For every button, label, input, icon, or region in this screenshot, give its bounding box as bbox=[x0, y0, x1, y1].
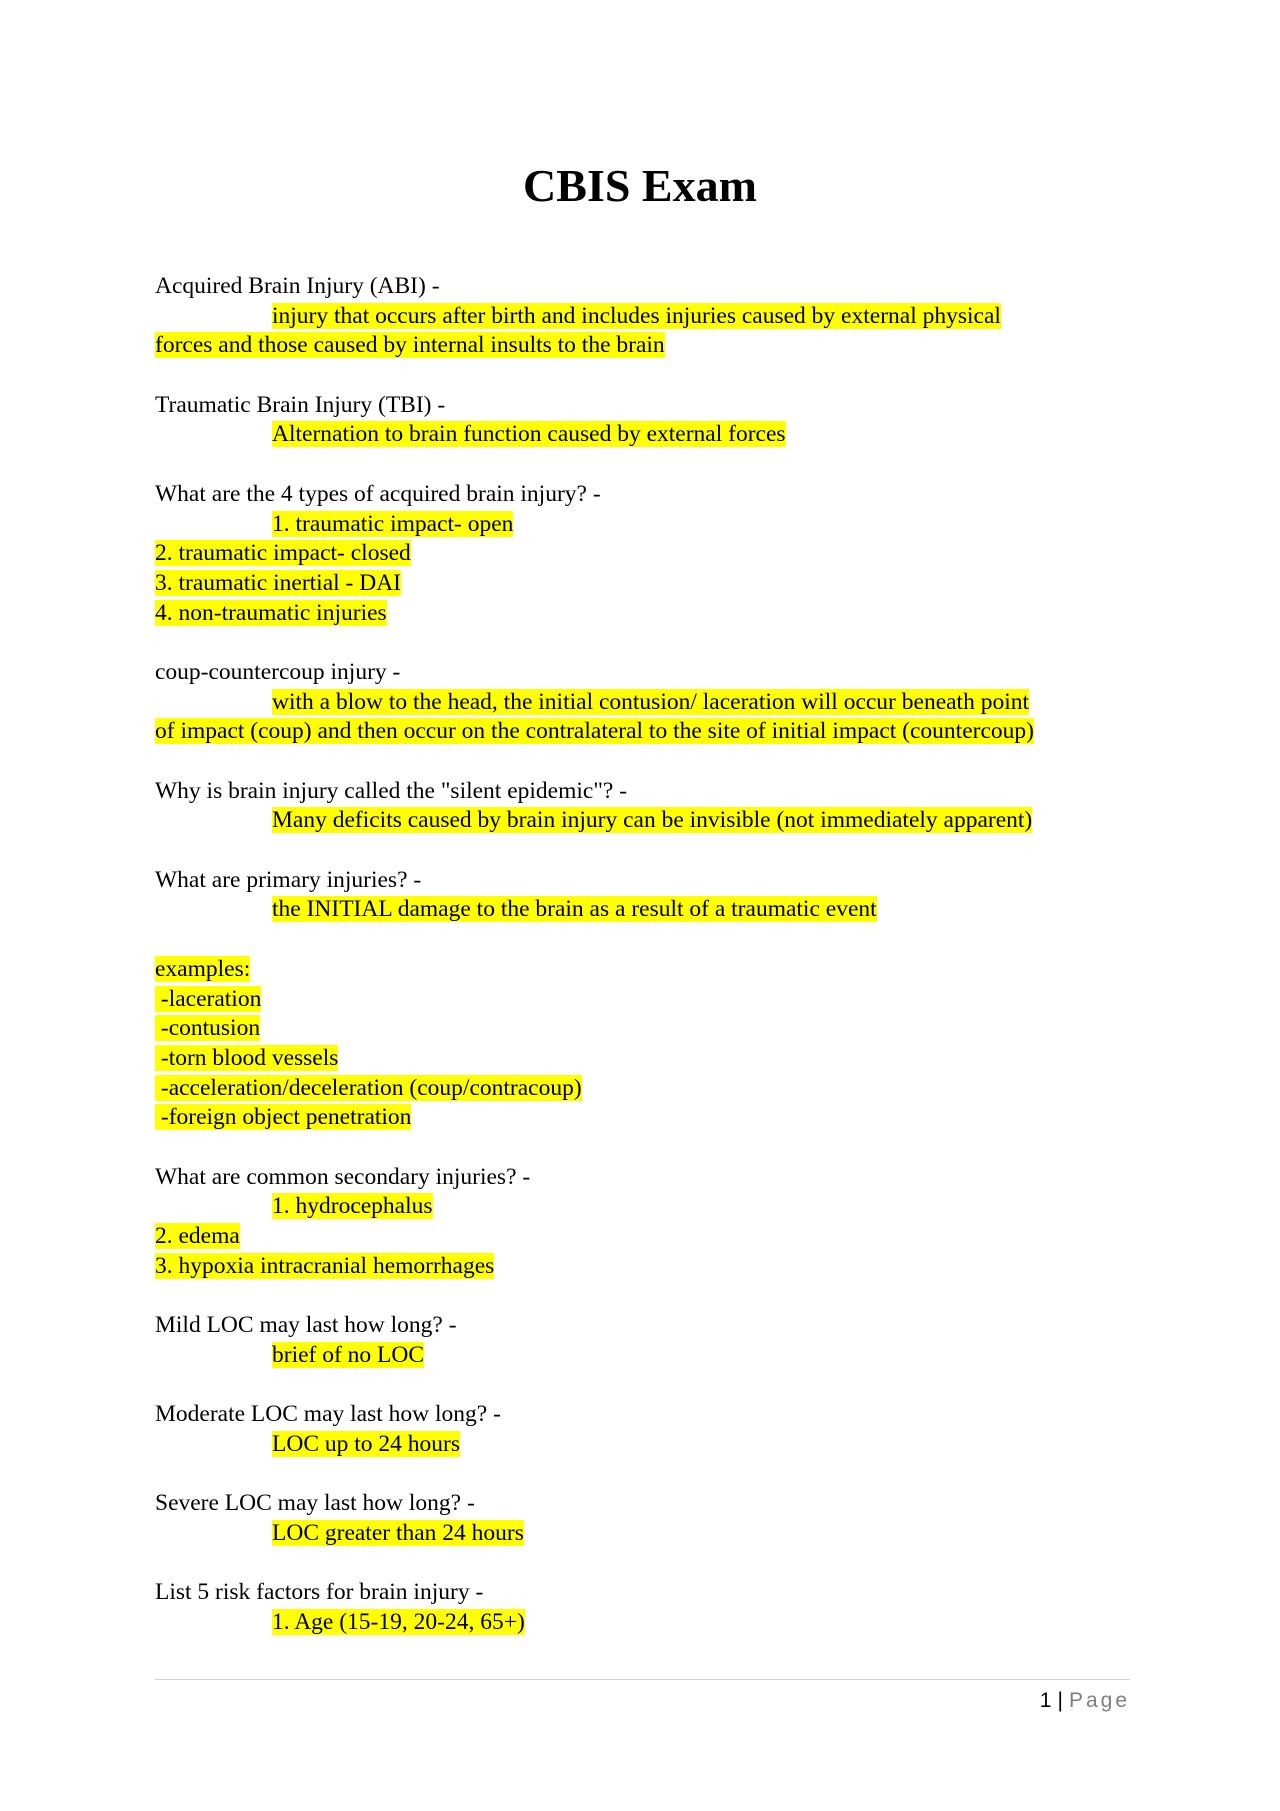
question-text: Mild LOC may last how long? - bbox=[155, 1312, 457, 1339]
answer-line bbox=[155, 302, 1135, 332]
question-line bbox=[155, 480, 1135, 510]
highlighted-answer-text: 4. non-traumatic injuries bbox=[155, 599, 387, 626]
highlighted-answer-text: Alternation to brain function caused by external forces bbox=[272, 421, 786, 448]
answer-line bbox=[155, 599, 1135, 629]
question-text: What are primary injuries? - bbox=[155, 866, 422, 893]
blank-line bbox=[155, 628, 1135, 658]
answer-line bbox=[155, 717, 1135, 747]
answer-line bbox=[155, 420, 1135, 450]
question-text: Severe LOC may last how long? - bbox=[155, 1490, 475, 1517]
question-line bbox=[155, 1163, 1135, 1193]
highlighted-answer-text: 2. traumatic impact- closed bbox=[155, 540, 411, 567]
blank-line bbox=[155, 1133, 1135, 1163]
highlighted-answer-text: 3. traumatic inertial - DAI bbox=[155, 569, 402, 596]
question-line bbox=[155, 866, 1135, 896]
highlighted-answer-text: of impact (coup) and then occur on the contralateral to the site of initial impact (countercoup) bbox=[155, 718, 1034, 745]
answer-line bbox=[155, 1103, 1135, 1133]
page-label: Page bbox=[1068, 1689, 1130, 1712]
blank-line bbox=[155, 925, 1135, 955]
answer-line bbox=[155, 1341, 1135, 1371]
highlighted-answer-text: -acceleration/deceleration (coup/contracoup) bbox=[155, 1074, 582, 1101]
answer-line bbox=[155, 1519, 1135, 1549]
answer-line bbox=[155, 539, 1135, 569]
question-line bbox=[155, 391, 1135, 421]
question-line bbox=[155, 658, 1135, 688]
question-text: Moderate LOC may last how long? - bbox=[155, 1401, 501, 1428]
highlighted-answer-text: with a blow to the head, the initial contusion/ laceration will occur beneath point bbox=[272, 688, 1030, 715]
question-text: Why is brain injury called the "silent epidemic"? - bbox=[155, 777, 628, 804]
question-text: What are the 4 types of acquired brain injury? - bbox=[155, 480, 601, 507]
answer-line bbox=[155, 1074, 1135, 1104]
highlighted-answer-text: 3. hypoxia intracranial hemorrhages bbox=[155, 1252, 495, 1279]
highlighted-answer-text: forces and those caused by internal insults to the brain bbox=[155, 332, 665, 359]
highlighted-answer-text: Many deficits caused by brain injury can be invisible (not immediately apparent) bbox=[272, 807, 1033, 834]
answer-line bbox=[155, 985, 1135, 1015]
blank-line bbox=[155, 361, 1135, 391]
question-line bbox=[155, 777, 1135, 807]
answer-line bbox=[155, 510, 1135, 540]
answer-line bbox=[155, 331, 1135, 361]
highlighted-answer-text: 1. traumatic impact- open bbox=[272, 510, 514, 537]
question-text: What are common secondary injuries? - bbox=[155, 1163, 531, 1190]
blank-line bbox=[155, 1370, 1135, 1400]
blank-line bbox=[155, 747, 1135, 777]
question-text: List 5 risk factors for brain injury - bbox=[155, 1579, 484, 1606]
highlighted-answer-text: 1. hydrocephalus bbox=[272, 1193, 433, 1220]
answer-line bbox=[155, 1430, 1135, 1460]
blank-line bbox=[155, 450, 1135, 480]
highlighted-answer-text: the INITIAL damage to the brain as a result of a traumatic event bbox=[272, 896, 877, 923]
blank-line bbox=[155, 1281, 1135, 1311]
question-line bbox=[155, 1311, 1135, 1341]
blank-line bbox=[155, 1549, 1135, 1579]
highlighted-answer-text: -contusion bbox=[155, 1015, 261, 1042]
question-line bbox=[155, 1400, 1135, 1430]
answer-line bbox=[155, 806, 1135, 836]
question-text: Acquired Brain Injury (ABI) - bbox=[155, 273, 440, 299]
highlighted-answer-text: LOC greater than 24 hours bbox=[272, 1519, 524, 1546]
answer-line bbox=[155, 569, 1135, 599]
answer-line bbox=[155, 955, 1135, 985]
highlighted-answer-text: injury that occurs after birth and includes injuries caused by external physical bbox=[272, 302, 1001, 329]
highlighted-answer-text: examples: bbox=[155, 955, 251, 982]
blank-line bbox=[155, 1460, 1135, 1490]
question-line bbox=[155, 1578, 1135, 1608]
highlighted-answer-text: -laceration bbox=[155, 985, 262, 1012]
footer-separator: | bbox=[1057, 1689, 1063, 1712]
answer-line bbox=[155, 1192, 1135, 1222]
page-number: 1 bbox=[1039, 1689, 1052, 1712]
highlighted-answer-text: LOC up to 24 hours bbox=[272, 1430, 460, 1457]
answer-line bbox=[155, 1608, 1135, 1638]
footer-divider bbox=[155, 1679, 1130, 1680]
highlighted-answer-text: -foreign object penetration bbox=[155, 1104, 412, 1131]
answer-line bbox=[155, 895, 1135, 925]
answer-line bbox=[155, 1014, 1135, 1044]
blank-line bbox=[155, 836, 1135, 866]
question-text: coup-countercoup injury - bbox=[155, 658, 401, 685]
highlighted-answer-text: 1. Age (15-19, 20-24, 65+) bbox=[272, 1608, 525, 1635]
highlighted-answer-text: -torn blood vessels bbox=[155, 1044, 339, 1071]
question-text: Traumatic Brain Injury (TBI) - bbox=[155, 391, 446, 418]
question-line bbox=[155, 272, 1135, 302]
document-body bbox=[155, 272, 1135, 1638]
answer-line bbox=[155, 1044, 1135, 1074]
page-footer bbox=[1040, 1687, 1130, 1715]
answer-line bbox=[155, 1222, 1135, 1252]
document-title: CBIS Exam bbox=[523, 160, 757, 211]
answer-line bbox=[155, 688, 1135, 718]
highlighted-answer-text: 2. edema bbox=[155, 1223, 240, 1249]
highlighted-answer-text: brief of no LOC bbox=[272, 1341, 425, 1368]
answer-line bbox=[155, 1252, 1135, 1282]
question-line bbox=[155, 1489, 1135, 1519]
